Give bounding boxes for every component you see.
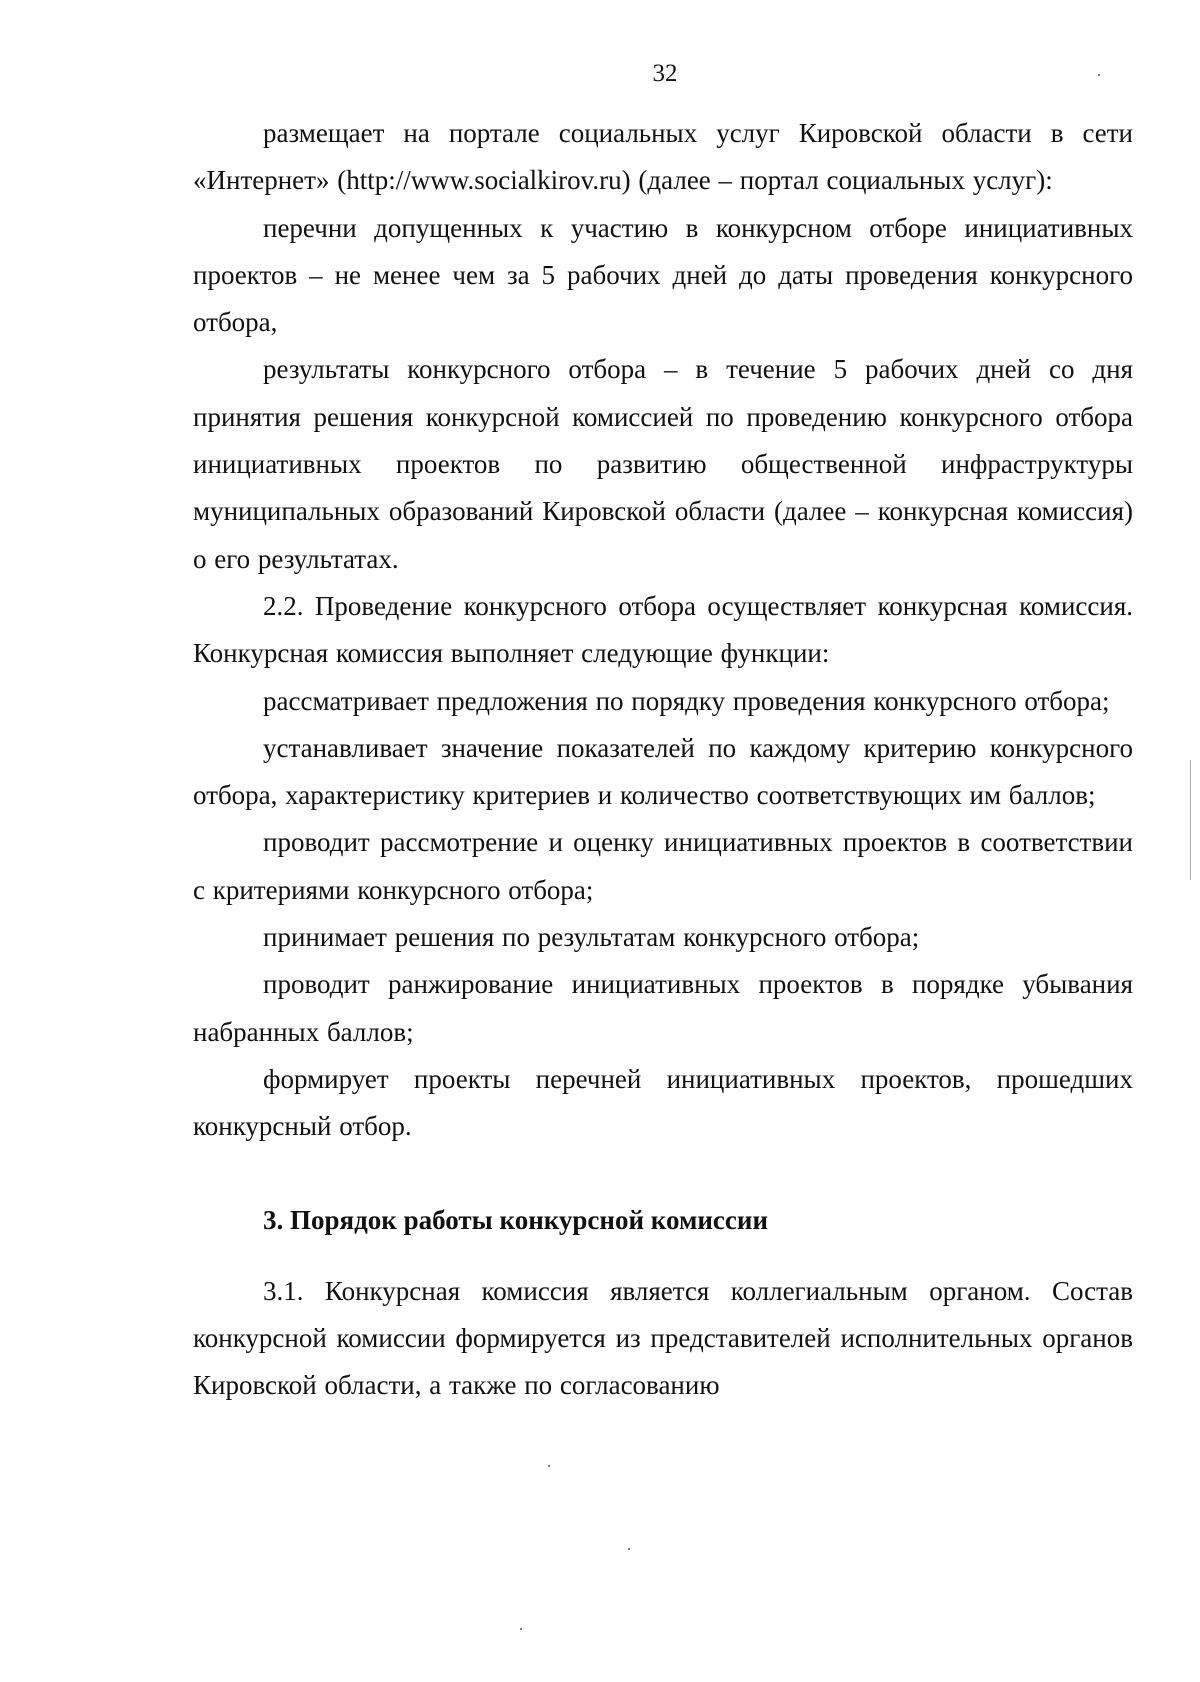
paragraph-section-2-2: 2.2. Проведение конкурсного отбора осуществляет конкурсная комиссия. Конкурсная комиссия выполняет следующие функции: <box>193 590 1133 669</box>
section-spacer <box>193 1151 1133 1175</box>
scan-speck <box>520 1628 522 1630</box>
paragraph-function-indicators: устанавливает значение показателей по каждому критерию конкурсного отбора, характеристику критериев и количество соответствующих им баллов; <box>193 732 1133 811</box>
paragraph-portal-publication: размещает на портале социальных услуг Кировской области в сети «Интернет» (http://www.socialkirov.ru) (далее – портал социальных услуг): <box>193 118 1133 196</box>
scan-speck <box>1098 74 1100 76</box>
paragraph-section-3-1: 3.1. Конкурсная комиссия является коллегиальным органом. Состав конкурсной комиссии формируется из представителей исполнительных органов Кировской области, а также по согласованию <box>193 1275 1133 1401</box>
scan-speck <box>628 1548 630 1550</box>
paragraph-function-proposals: рассматривает предложения по порядку проведения конкурсного отбора; <box>263 685 1110 716</box>
paragraph-function-lists: формирует проекты перечней инициативных проектов, прошедших конкурсный отбор. <box>193 1063 1133 1142</box>
paragraph-selection-results: результаты конкурсного отбора – в течение 5 рабочих дней со дня принятия решения конкурсной комиссией по проведению конкурсного отбора инициативных проектов по развитию общественной инфраструктуры муниципальных образований Кировской области (далее – конкурсная комиссия) о его результатах. <box>193 354 1133 574</box>
scan-speck <box>548 1465 550 1467</box>
paragraph-project-lists: перечни допущенных к участию в конкурсном отборе инициативных проектов – не менее чем за 5 рабочих дней до даты проведения конкурсного отбора, <box>193 212 1133 338</box>
scan-edge-mark <box>1190 760 1191 880</box>
section-3-heading: 3. Порядок работы конкурсной комиссии <box>263 1204 768 1235</box>
paragraph-function-evaluation: проводит рассмотрение и оценку инициативных проектов в соответствии с критериями конкурсного отбора; <box>193 827 1133 905</box>
paragraph-function-ranking: проводит ранжирование инициативных проектов в порядке убывания набранных баллов; <box>193 969 1133 1047</box>
document-body <box>193 110 1133 1410</box>
paragraph-function-decisions: принимает решения по результатам конкурсного отбора; <box>263 922 920 953</box>
page-number: 32 <box>652 60 678 87</box>
